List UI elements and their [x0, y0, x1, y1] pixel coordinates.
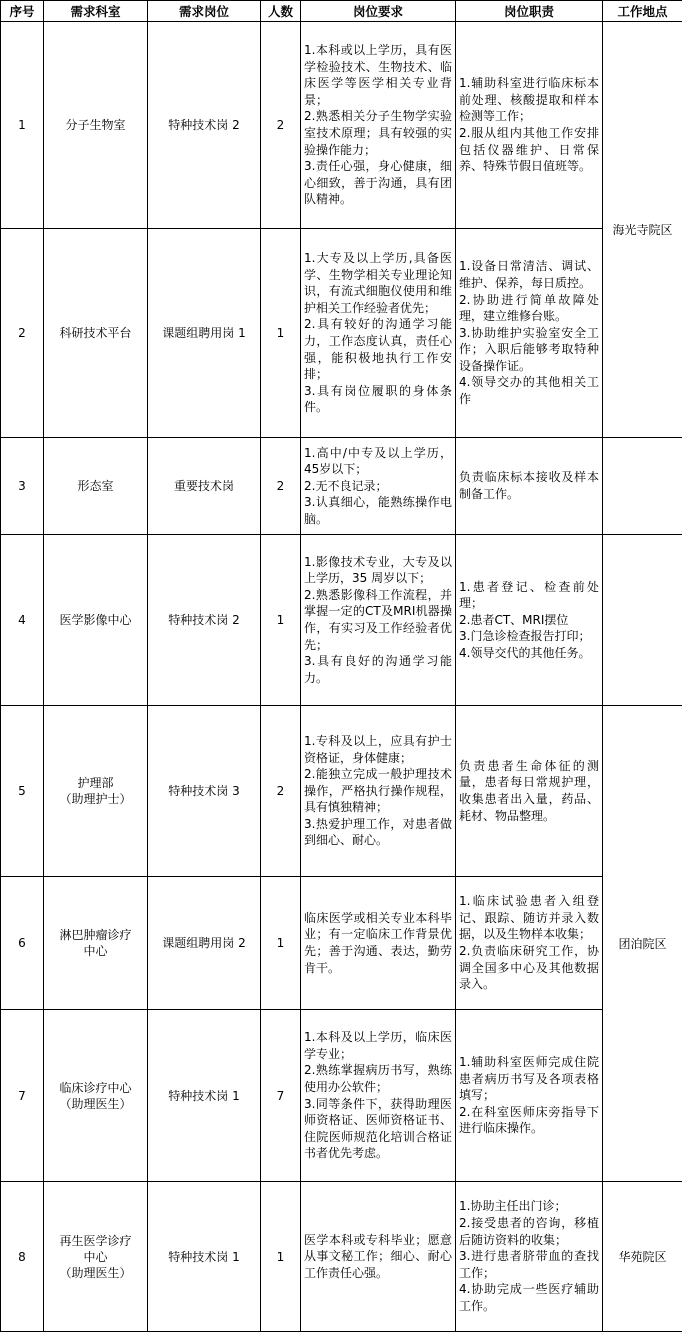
table-row: [1, 706, 682, 877]
row-dept: [44, 706, 148, 877]
row-requirements: [301, 22, 456, 229]
duty-line: 2.接受患者的咨询，移植后随访资料的收集；: [459, 1216, 599, 1247]
row-count: 2: [261, 22, 301, 229]
row-count: 7: [261, 1010, 301, 1182]
duty-line: 4.领导交代的其他任务。: [459, 645, 591, 660]
row-requirements: [301, 877, 456, 1010]
location-cell-empty: [603, 438, 682, 535]
req-line: 1.本科或以上学历，具有医学检验技术、生物技术、临床医学等医学相关专业背景；: [304, 43, 452, 107]
row-count: 1: [261, 1182, 301, 1332]
row-dept: [44, 877, 148, 1010]
dept-line: 科研技术平台: [59, 326, 132, 340]
req-line: 3.热爱护理工作，对患者做到细心、耐心。: [304, 816, 452, 848]
table-row: [1, 229, 682, 438]
header-count: 人数: [261, 1, 301, 22]
duty-line: 1.临床试验患者入组登记、跟踪、随访并录入数据，以及生物样本收集；: [459, 894, 599, 942]
table-row: [1, 1010, 682, 1182]
row-duties: [456, 22, 603, 229]
dept-line: 中心: [83, 1249, 108, 1264]
duty-line: 4.领导交办的其他相关工作: [459, 375, 599, 407]
row-count: 2: [261, 706, 301, 877]
row-requirements: [301, 706, 456, 877]
row-count: 1: [261, 535, 301, 706]
location-cell: 团泊院区: [603, 706, 682, 1182]
req-line: 2.无不良记录；: [304, 478, 388, 493]
duty-line: 2.协助进行简单故障处理，建立维修台账。: [459, 292, 599, 324]
row-duties: [456, 706, 603, 877]
req-line: 1.影像技术专业，大专及以上学历，35 周岁以下；: [304, 554, 452, 586]
row-duties: [456, 1010, 603, 1182]
req-line: 3.同等条件下，获得助理医师资格证、医师资格证书、住院医师规范化培训合格证书者优先考虑。: [304, 1096, 452, 1161]
row-post: 特种技术岗 1: [148, 1182, 261, 1332]
row-post: 课题组聘用岗 1: [148, 229, 261, 438]
duty-line: 4.协助完成一些医疗辅助工作。: [459, 1282, 599, 1313]
row-dept: [44, 22, 148, 229]
req-line: 2.熟练掌握病历书写，熟练使用办公软件；: [304, 1063, 452, 1094]
row-no: 7: [1, 1010, 44, 1182]
duty-line: 3.进行患者脐带血的查找工作；: [459, 1249, 599, 1280]
row-no: 2: [1, 229, 44, 438]
table-row: [1, 1182, 682, 1332]
row-post: 课题组聘用岗 2: [148, 877, 261, 1010]
row-count: 2: [261, 438, 301, 535]
header-row: [1, 1, 682, 22]
row-duties: [456, 1182, 603, 1332]
header-dept: 需求科室: [44, 1, 148, 22]
dept-line: 分子生物室: [65, 118, 126, 132]
dept-line: 护理部: [77, 776, 114, 790]
row-dept: [44, 229, 148, 438]
duty-line: 1.患者登记、检查前处理；: [459, 579, 599, 611]
table-row: [1, 877, 682, 1010]
duty-line: 1.辅助科室进行临床标本前处理、核酸提取和样本检测等工作；: [459, 76, 599, 124]
duty-line: 3.协助维护实验室安全工作；入职后能够考取特种设备操作证。: [459, 325, 599, 373]
row-duties: [456, 229, 603, 438]
dept-line: 临床诊疗中心: [59, 1080, 132, 1095]
row-post: 特种技术岗 1: [148, 1010, 261, 1182]
row-no: 1: [1, 22, 44, 229]
req-line: 2.熟悉影像科工作流程，并掌握一定的CT及MRI机器操作，有实习及工作经验者优先；: [304, 587, 452, 652]
row-requirements: [301, 229, 456, 438]
dept-line: 再生医学诊疗: [59, 1233, 132, 1248]
dept-line: （助理护士）: [59, 792, 132, 806]
row-requirements: [301, 535, 456, 706]
duty-line: 2.患者CT、MRI摆位: [459, 612, 569, 627]
row-no: 6: [1, 877, 44, 1010]
req-line: 3.责任心强，身心健康，细心细致，善于沟通，具有团队精神。: [304, 159, 452, 207]
req-line: 3.具有岗位履职的身体条件。: [304, 383, 452, 415]
row-post: 特种技术岗 2: [148, 22, 261, 229]
duty-line: 2.在科室医师床旁指导下进行临床操作。: [459, 1104, 599, 1136]
location-cell: 海光寺院区: [603, 22, 682, 438]
row-dept: [44, 1010, 148, 1182]
dept-line: 中心: [83, 944, 108, 958]
table-row: [1, 22, 682, 229]
dept-line: （助理医生）: [59, 1096, 132, 1111]
req-line: 1.大专及以上学历,具备医学、生物学相关专业理论知识，有流式细胞仪使用和维护相关工作经验者优先；: [304, 251, 452, 315]
header-location: 工作地点: [603, 1, 682, 22]
row-no: 5: [1, 706, 44, 877]
row-post: 特种技术岗 3: [148, 706, 261, 877]
row-count: 1: [261, 877, 301, 1010]
row-post: 特种技术岗 2: [148, 535, 261, 706]
row-requirements: [301, 438, 456, 535]
dept-line: 形态室: [77, 479, 114, 493]
header-requirements: 岗位要求: [301, 1, 456, 22]
req-line: 2.熟悉相关分子生物学实验室技术原理；具有较强的实验操作能力；: [304, 109, 452, 157]
row-no: 8: [1, 1182, 44, 1332]
dept-line: 医学影像中心: [59, 613, 132, 627]
duty-line: 2.负责临床研究工作，协调全国多中心及其他数据录入。: [459, 944, 599, 992]
req-line: 1.高中/中专及以上学历，45岁以下；: [304, 445, 452, 477]
row-dept: [44, 438, 148, 535]
req-line: 医学本科或专科毕业；愿意从事文秘工作；细心、耐心工作责任心强。: [304, 1232, 452, 1280]
req-line: 1.本科及以上学历，临床医学专业；: [304, 1030, 452, 1061]
row-duties: [456, 877, 603, 1010]
table-row: [1, 438, 682, 535]
dept-line: （助理医生）: [59, 1265, 132, 1280]
duty-line: 负责临床标本接收及样本制备工作。: [459, 470, 599, 501]
req-line: 3.认真细心，能熟练操作电脑。: [304, 495, 452, 526]
row-post: 重要技术岗: [148, 438, 261, 535]
row-duties: [456, 535, 603, 706]
header-duties: 岗位职责: [456, 1, 603, 22]
dept-line: 淋巴肿瘤诊疗: [59, 928, 132, 942]
duty-line: 1.辅助科室医师完成住院患者病历书写及各项表格填写；: [459, 1055, 599, 1103]
location-cell: 华苑院区: [603, 1182, 682, 1332]
duty-line: 1.设备日常清洁、调试、维护、保养，每日质控。: [459, 259, 599, 290]
row-no: 4: [1, 535, 44, 706]
req-line: 3.具有良好的沟通学习能力。: [304, 654, 452, 685]
row-duties: [456, 438, 603, 535]
req-line: 2.能独立完成一般护理技术操作，严格执行操作规程，具有慎独精神；: [304, 767, 452, 815]
req-line: 2.具有较好的沟通学习能力，工作态度认真，责任心强，能积极地执行工作安排；: [304, 317, 452, 382]
table-row: [1, 535, 682, 706]
duty-line: 3.门急诊检查报告打印；: [459, 629, 591, 644]
req-line: 1.专科及以上，应具有护士资格证，身体健康；: [304, 733, 452, 765]
row-dept: [44, 535, 148, 706]
header-post: 需求岗位: [148, 1, 261, 22]
row-no: 3: [1, 438, 44, 535]
row-requirements: [301, 1010, 456, 1182]
req-line: 临床医学或相关专业本科毕业；有一定临床工作背景优先；善于沟通、表达，勤劳肯干。: [304, 910, 452, 975]
row-count: 1: [261, 229, 301, 438]
duty-line: 2.服从组内其他工作安排包括仪器维护、日常保养、特殊节假日值班等。: [459, 126, 599, 174]
row-requirements: [301, 1182, 456, 1332]
location-cell-empty: [603, 535, 682, 706]
header-no: 序号: [1, 1, 44, 22]
row-dept: [44, 1182, 148, 1332]
duty-line: 负责患者生命体征的测量，患者每日常规护理，收集患者出入量，药品、耗材、物品整理。: [459, 758, 599, 823]
duty-line: 1.协助主任出门诊；: [459, 1199, 567, 1214]
